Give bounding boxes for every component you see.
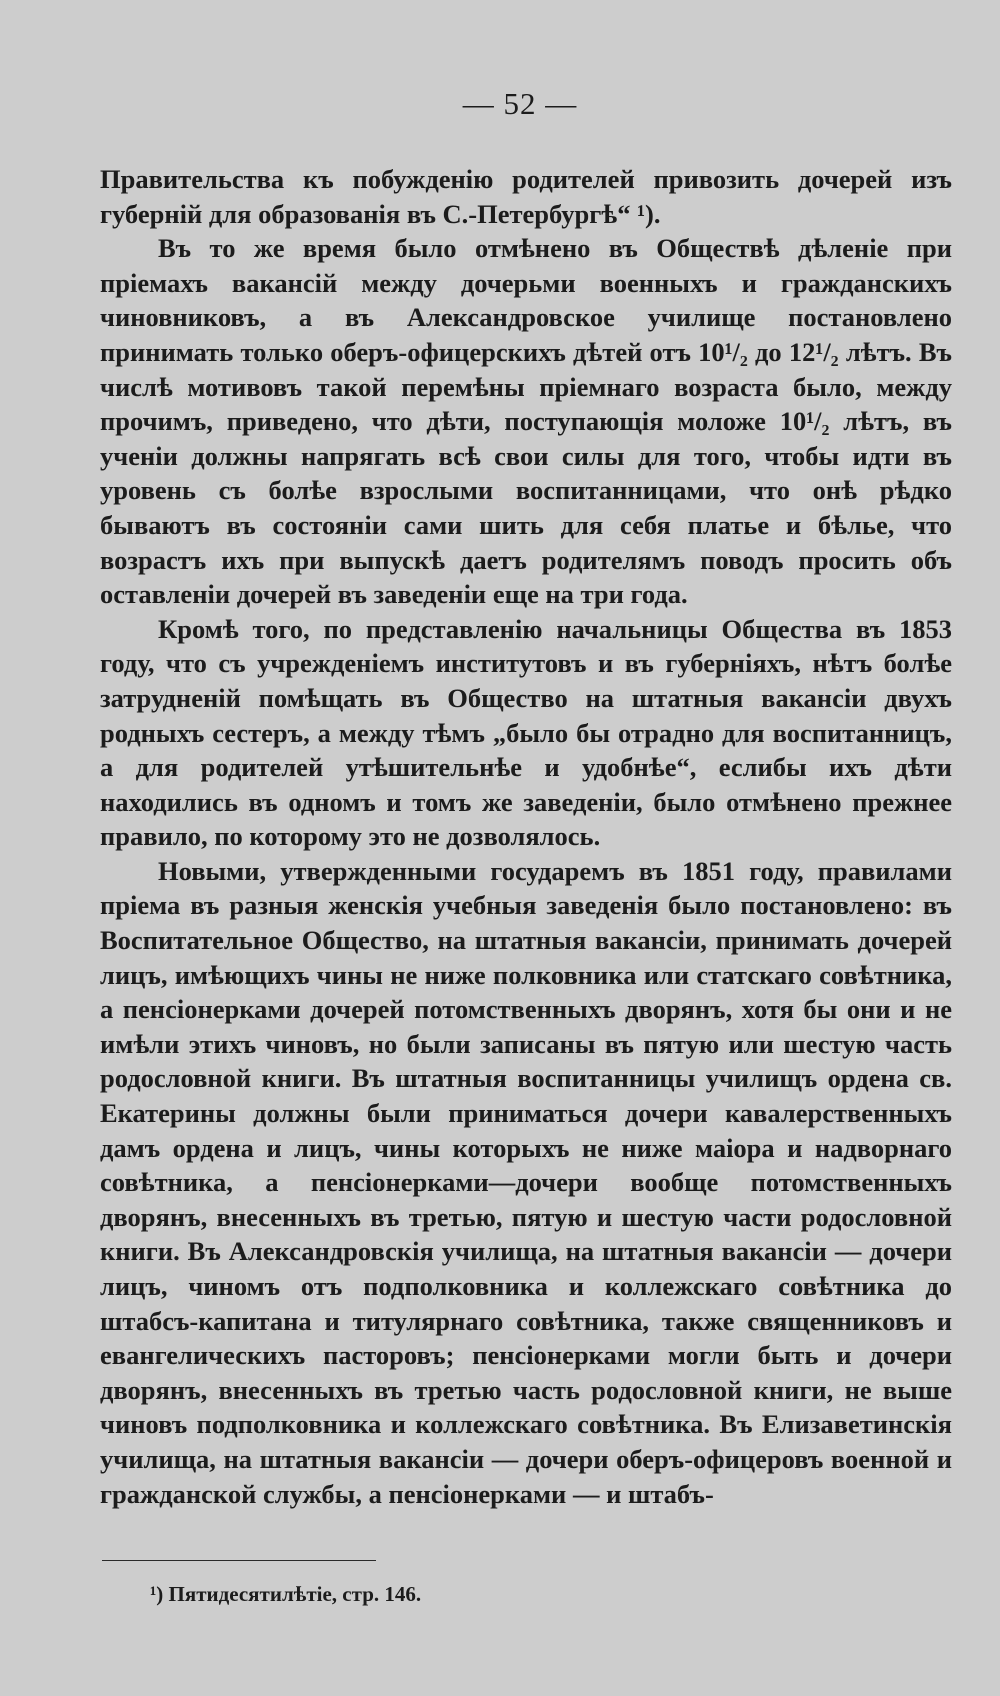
body-text <box>100 162 952 1511</box>
paragraph-1: Правительства къ побужденію родителей привозить дочерей изъ губерній для образованія въ С.-Петербургѣ“ ¹). <box>100 164 952 229</box>
footnote: ¹) Пятидесятилѣтіе, стр. 146. <box>150 1582 422 1606</box>
page-number: — 52 — <box>462 86 578 121</box>
footnote-divider <box>102 1560 376 1561</box>
paragraph-4: Новыми, утвержденными государемъ въ 1851 году, правилами пріема въ разныя женскія учебныя заведенія было постановлено: въ Воспитательное Общество, на штатныя вакансіи, принимать дочерей лицъ, имѣющихъ чины не ниже полковника или статскаго совѣтника, а пенсіонерками дочерей потомственныхъ дворянъ, хотя бы они и не имѣли этихъ чиновъ, но были записаны въ пятую или шестую часть родословной книги. Въ штатныя воспитанницы училищъ ордена св. Екатерины должны были приниматься дочери кавалерственныхъ дамъ ордена и лицъ, чины которыхъ не ниже маіора и надворнаго совѣтника, а пенсіонерками—дочери вообще потомственныхъ дворянъ, внесенныхъ въ третью, пятую и шестую части родословной книги. Въ Александровскія училища, на штатныя вакансіи — дочери лицъ, чиномъ отъ подполковника и коллежскаго совѣтника до штабсъ-капитана и титулярнаго совѣтника, также священниковъ и евангелическихъ пасторовъ; пенсіонерками могли быть и дочери дворянъ, внесенныхъ въ третью часть родословной книги, не выше чиновъ подполковника и коллежскаго совѣтника. Въ Елизаветинскія училища, на штатныя вакансіи — дочери оберъ-офицеровъ военной и гражданской службы, а пенсіонерками — и штабъ- <box>100 855 952 1509</box>
paragraph-3: Кромѣ того, по представленію начальницы Общества въ 1853 году, что съ учрежденіемъ институтовъ и въ губерніяхъ, нѣтъ болѣе затрудненій помѣщать въ Общество на штатныя вакансіи двухъ родныхъ сестеръ, а между тѣмъ „было бы отрадно для воспитанницъ, а для родителей утѣшительнѣе и удобнѣе“, еслибы ихъ дѣти находились въ одномъ и томъ же заведеніи, было отмѣнено прежнее правило, по которому это не дозволялось. <box>100 613 952 852</box>
paragraph-2: Въ то же время было отмѣнено въ Обществѣ дѣленіе при пріемахъ вакансій между дочерьми военныхъ и гражданскихъ чиновниковъ, а въ Александровское училище постановлено принимать только оберъ-офицерскихъ дѣтей отъ 10¹/₂ до 12¹/₂ лѣтъ. Въ числѣ мотивовъ такой перемѣны пріемнаго возраста было, между прочимъ, приведено, что дѣти, поступающія моложе 10¹/₂ лѣтъ, въ ученіи должны напрягать всѣ свои силы для того, чтобы идти въ уровень съ болѣе взрослыми воспитанницами, что онѣ рѣдко бываютъ въ состояніи сами шить для себя платье и бѣлье, что возрастъ ихъ при выпускѣ даетъ родителямъ поводъ просить объ оставленіи дочерей въ заведеніи еще на три года. <box>100 233 952 610</box>
